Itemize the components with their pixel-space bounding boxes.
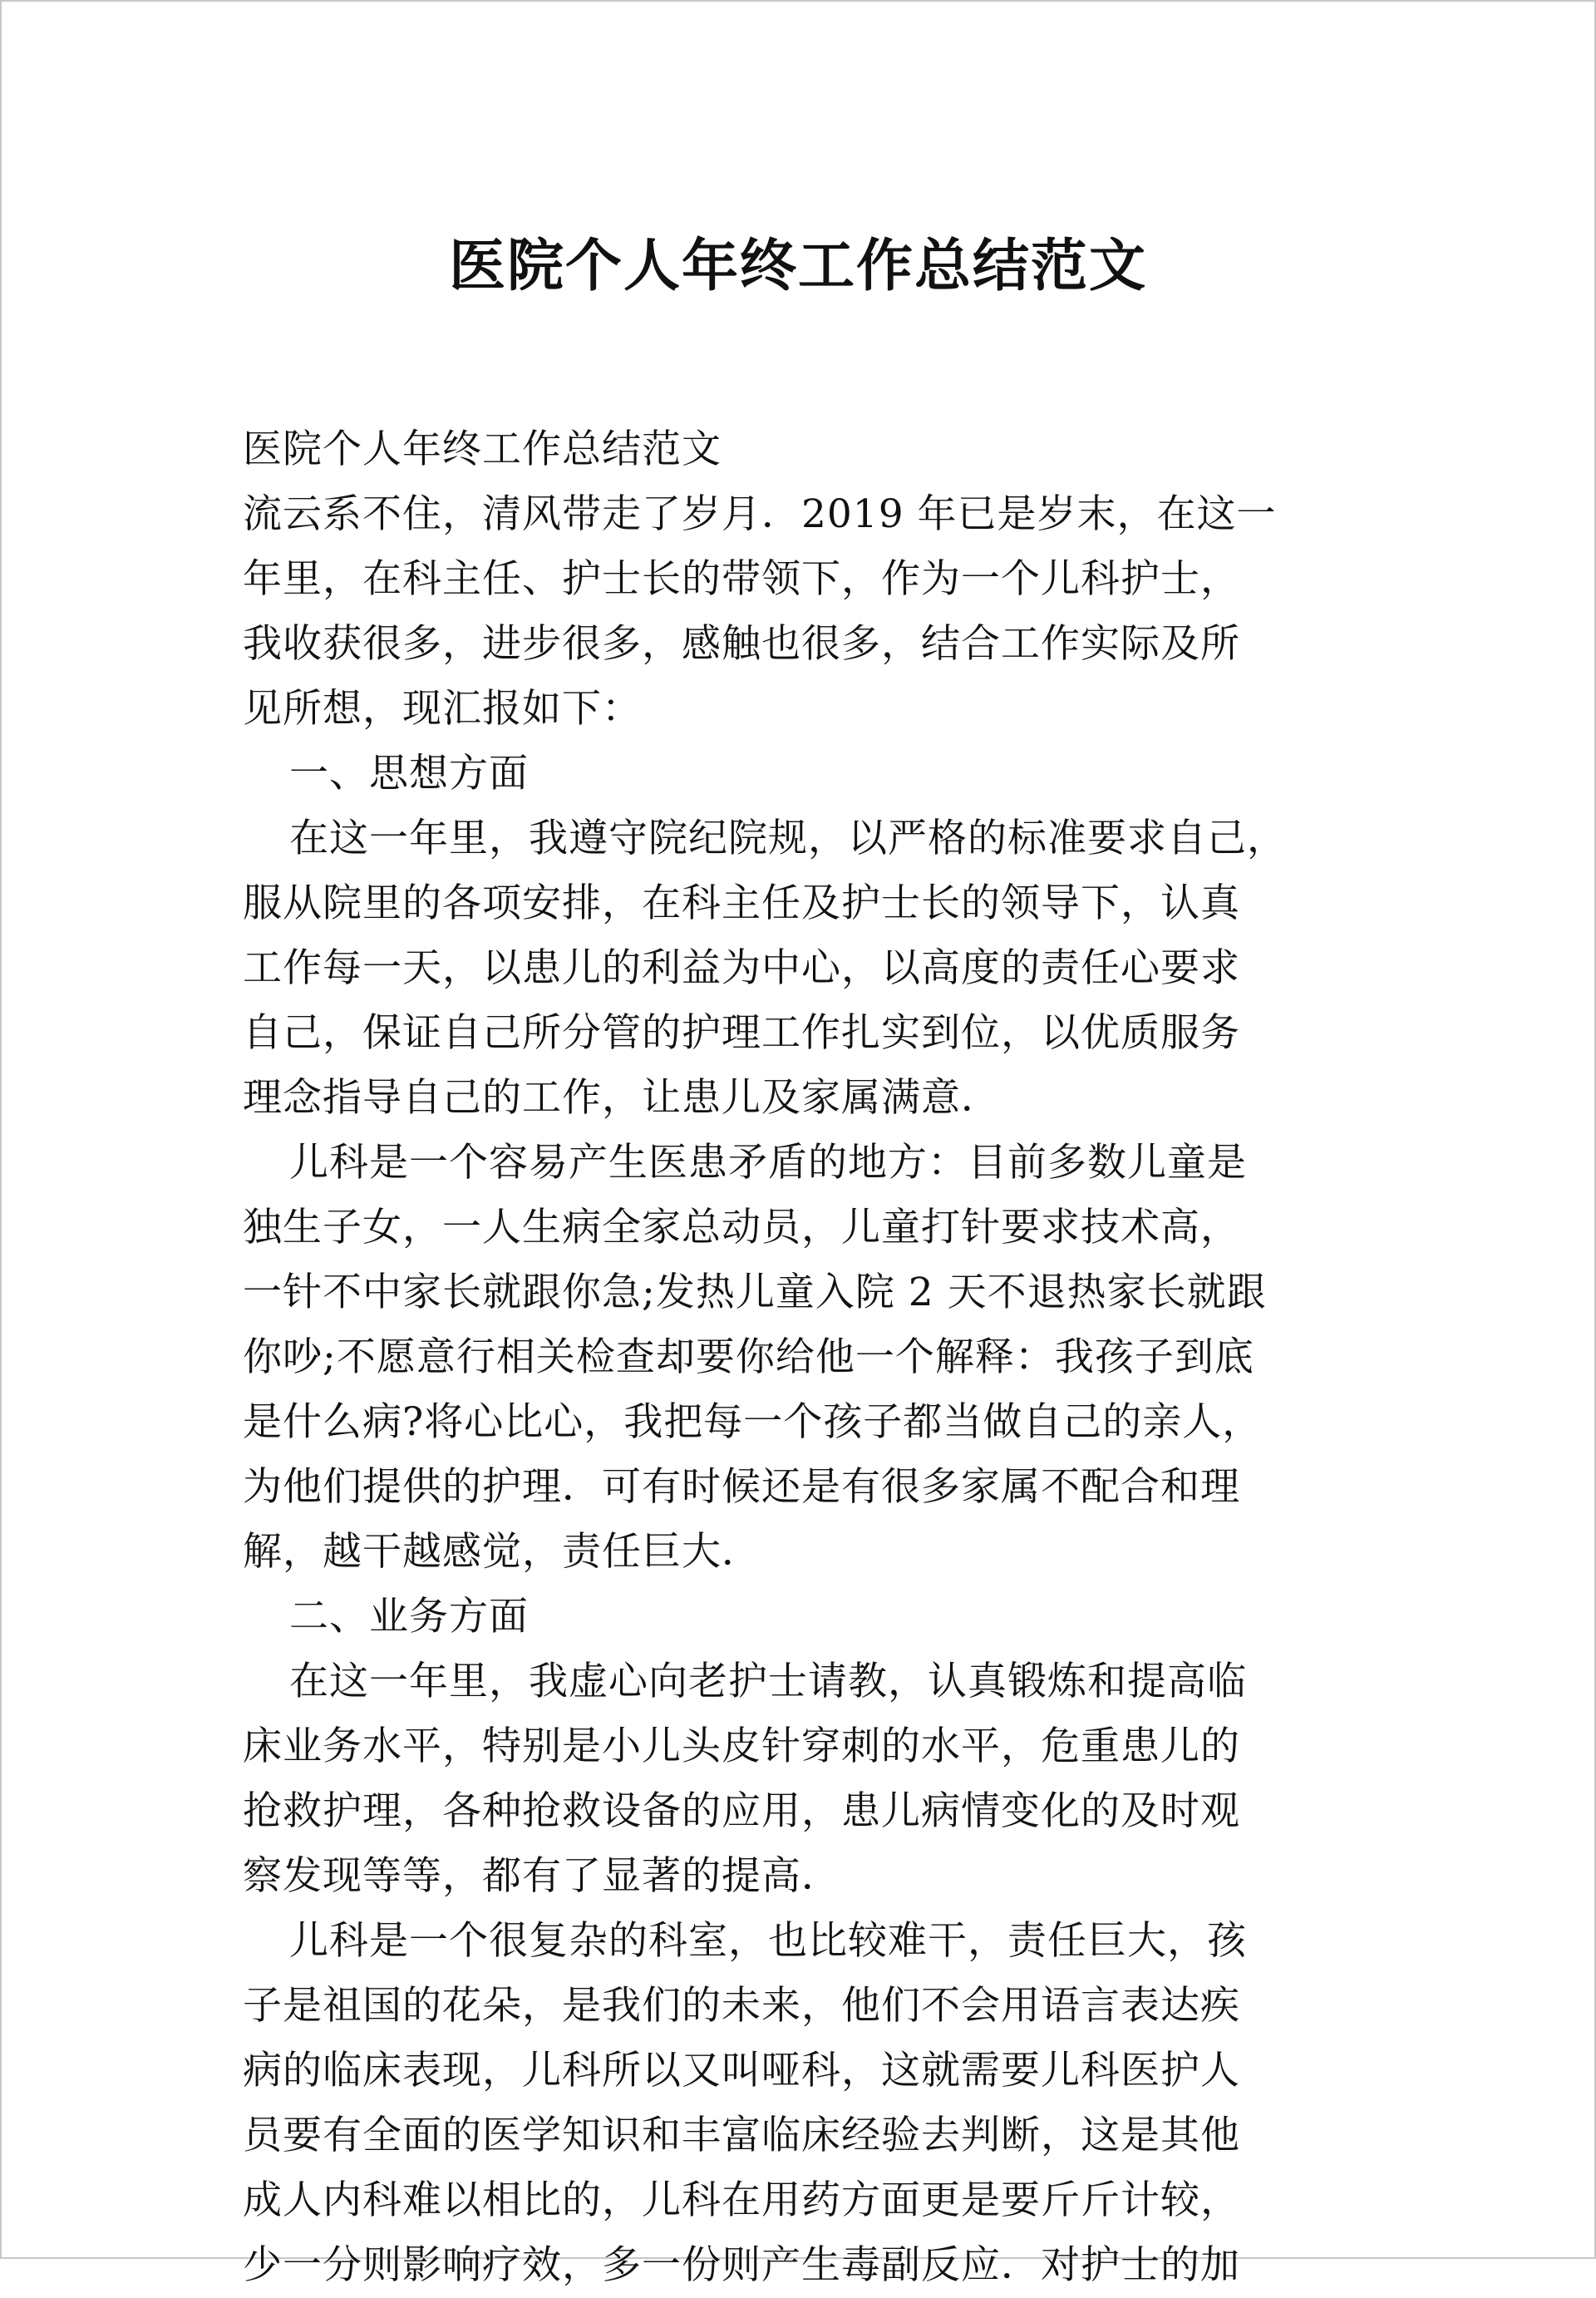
- section-heading-ideology: 一、思想方面: [289, 751, 529, 796]
- subtitle-line: 医院个人年终工作总结范文: [243, 427, 722, 472]
- paragraph-line: 理念指导自己的工作，让患儿及家属满意．: [243, 1075, 1001, 1121]
- paragraph-line: 年里，在科主任、护士长的带领下，作为一个儿科护士，: [243, 556, 1240, 602]
- paragraph-line: 是什么病?将心比心，我把每一个孩子都当做自己的亲人，: [243, 1399, 1263, 1445]
- paragraph-line: 为他们提供的护理．可有时候还是有很多家属不配合和理: [243, 1464, 1240, 1510]
- paragraph-line: 抢救护理，各种抢救设备的应用，患儿病情变化的及时观: [243, 1788, 1240, 1834]
- paragraph-line: 员要有全面的医学知识和丰富临床经验去判断，这是其他: [243, 2113, 1240, 2158]
- paragraph-line: 解，越干越感觉，责任巨大．: [243, 1529, 761, 1575]
- paragraph-line: 一针不中家长就跟你急;发热儿童入院 2 天不退热家长就跟: [243, 1270, 1267, 1315]
- paragraph-line: 在这一年里，我虚心向老护士请教，认真锻炼和提高临: [289, 1659, 1247, 1704]
- paragraph-line: 独生子女，一人生病全家总动员，儿童打针要求技术高，: [243, 1205, 1240, 1250]
- paragraph-line: 病的临床表现，儿科所以又叫哑科，这就需要儿科医护人: [243, 2048, 1240, 2093]
- paragraph-line: 儿科是一个容易产生医患矛盾的地方：目前多数儿童是: [289, 1140, 1247, 1186]
- document-body: [243, 417, 1340, 2298]
- paragraph-line: 察发现等等，都有了显著的提高．: [243, 1853, 841, 1899]
- paragraph-line: 子是祖国的花朵，是我们的未来，他们不会用语言表达疾: [243, 1983, 1240, 2029]
- paragraph-line: 自己，保证自己所分管的护理工作扎实到位，以优质服务: [243, 1010, 1240, 1056]
- paragraph-line: 流云系不住，清风带走了岁月．2019 年已是岁末，在这一: [243, 491, 1277, 537]
- paragraph-line: 工作每一天，以患儿的利益为中心，以高度的责任心要求: [243, 945, 1240, 991]
- paragraph-line: 成人内科难以相比的，儿科在用药方面更是要斤斤计较，: [243, 2177, 1240, 2223]
- paragraph-line: 床业务水平，特别是小儿头皮针穿刺的水平，危重患儿的: [243, 1724, 1240, 1769]
- paragraph-line: 儿科是一个很复杂的科室，也比较难干，责任巨大，孩: [289, 1918, 1247, 1964]
- paragraph-line: 服从院里的各项安排，在科主任及护士长的领导下，认真: [243, 880, 1240, 926]
- paragraph-line: 少一分则影响疗效，多一份则产生毒副反应．对护士的加: [243, 2242, 1240, 2288]
- document-title: 医院个人年终工作总结范文: [448, 233, 1147, 299]
- section-heading-business: 二、业务方面: [289, 1594, 529, 1640]
- paragraph-line: 你吵;不愿意行相关检查却要你给他一个解释：我孩子到底: [243, 1334, 1254, 1380]
- paragraph-line: 我收获很多，进步很多，感触也很多，结合工作实际及所: [243, 621, 1240, 667]
- paragraph-line: 见所想，现汇报如下：: [243, 686, 642, 732]
- paragraph-line: 在这一年里，我遵守院纪院规，以严格的标准要求自己，: [289, 816, 1287, 861]
